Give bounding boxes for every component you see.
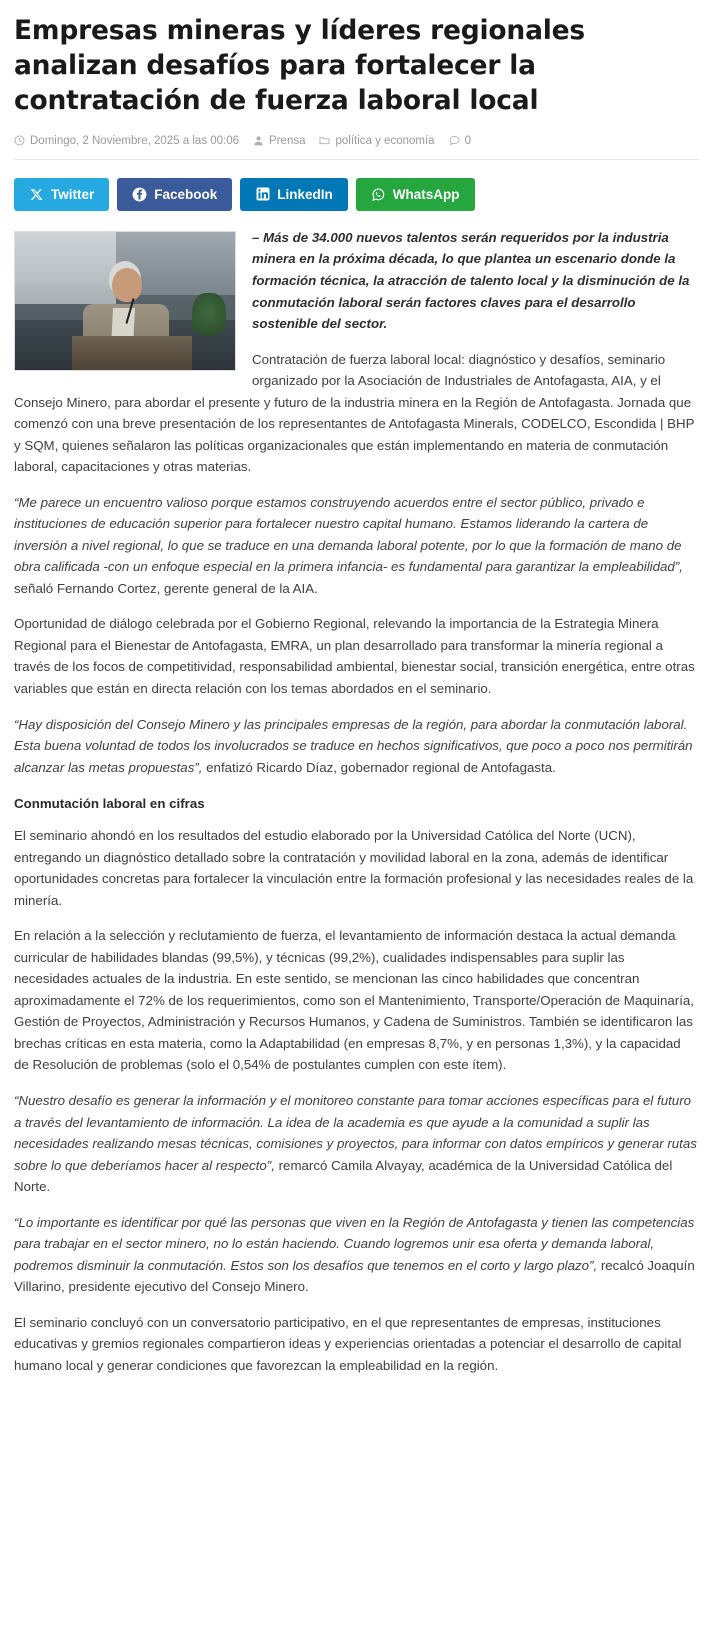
user-icon [253, 135, 264, 146]
quote-alvayay-text: “Nuestro desafío es generar la información y el monitoreo constante para tomar acciones específicas para el futuro a través del levantamiento de información. La idea de la academia es que ayude a la comunidad a suplir las necesidades realizando mesas técnicas, comisiones y proyectos, para informar con datos empíricos y generar rutas sobre lo que deberíamos hacer al respecto”, [14, 1092, 697, 1173]
meta-category-label: política y economía [335, 134, 435, 147]
facebook-icon [132, 187, 147, 202]
twitter-x-icon [29, 187, 44, 202]
article-meta [14, 135, 699, 160]
article-figure [14, 231, 236, 371]
article-body [14, 227, 699, 1390]
share-linkedin-label: LinkedIn [277, 186, 333, 202]
quote-cortez [14, 492, 699, 600]
quote-alvayay [14, 1090, 699, 1198]
paragraph-1: Contratación de fuerza laboral local: diagnóstico y desafíos, seminario organizado por la Asociación de Industriales de Antofagasta, AIA, y el Consejo Minero, para abordar el presente y futuro de la industria minera en la Región de Antofagasta. Jornada que comenzó con una breve presentación de los representantes de Antofagasta Minerals, CODELCO, Escondida | BHP y SQM, quienes señalaron las políticas organizacionales que están implementando en materia de conmutación laboral, capacitaciones y otras materias. [14, 351, 695, 475]
paragraph-3: Oportunidad de diálogo celebrada por el Gobierno Regional, relevando la importancia de la Estrategia Minera Regional para el Bienestar de Antofagasta, EMRA, un plan desarrollado para transformar la minería regional a través de los focos de competitividad, responsabilidad ambiental, bienestar social, transición energética, entre otras variables que están en directa relación con los temas abordados en el seminario. [14, 616, 695, 696]
lead-paragraph: – Más de 34.000 nuevos talentos serán requeridos por la industria minera en la próxima década, lo que plantea un escenario donde la formación técnica, la atracción de talento local y la disminución de la conmutación laboral serán factores claves para el desarrollo sostenible del sector. [252, 229, 690, 332]
share-linkedin-button[interactable] [240, 178, 348, 211]
whatsapp-icon [371, 187, 386, 202]
share-buttons [14, 178, 699, 211]
folder-icon [319, 135, 330, 146]
linkedin-icon [255, 187, 270, 202]
quote-cortez-text: “Me parece un encuentro valioso porque estamos construyendo acuerdos entre el sector público, privado e instituciones de educación superior para fortalecer nuestro capital humano. Estamos liderando la cartera de inversión a nivel regional, lo que se traduce en una demanda laboral potente, por lo que la formación de mano de obra calificada -con un enfoque especial en la primera infancia- es fundamental para garantizar la empleabilidad”, [14, 494, 683, 575]
paragraph-5: El seminario ahondó en los resultados del estudio elaborado por la Universidad Católica del Norte (UCN), entregando un diagnóstico detallado sobre la contratación y movilidad laboral en la zona, además de identificar oportunidades concretas para fortalecer la vinculación entre la formación profesional y las necesidades reales de la minería. [14, 828, 694, 908]
share-facebook-label: Facebook [154, 186, 218, 202]
meta-author[interactable] [253, 135, 305, 147]
meta-comments[interactable] [449, 135, 471, 147]
quote-villarino [14, 1212, 699, 1298]
meta-comments-count: 0 [464, 134, 471, 147]
share-twitter-label: Twitter [51, 186, 95, 202]
share-whatsapp-label: WhatsApp [392, 186, 460, 202]
meta-author-label: Prensa [269, 134, 306, 147]
clock-icon [14, 135, 25, 146]
article-photo [14, 231, 236, 371]
quote-diaz-attribution: enfatizó Ricardo Díaz, gobernador regional de Antofagasta. [202, 759, 556, 775]
meta-date [14, 135, 239, 147]
share-twitter-button[interactable] [14, 178, 109, 211]
quote-alvayay-attribution: remarcó Camila Alvayay, académica de la Universidad Católica del Norte. [14, 1157, 673, 1195]
quote-cortez-attribution: señaló Fernando Cortez, gerente general de la AIA. [14, 580, 318, 596]
paragraph-6: En relación a la selección y reclutamiento de fuerza, el levantamiento de información destaca la actual demanda curricular de habilidades blandas (99,5%), y técnicas (99,2%), cualidades indispensables para suplir las necesidades actuales de la industria. En este sentido, se mencionan las cinco habilidades que concentran aproximadamente el 72% de los requerimientos, como son el Mantenimiento, Transporte/Operación de Maquinaría, Gestión de Proyectos, Administración y Recursos Humanos, y Cadena de Suministros. También se identificaron las brechas críticas en esta materia, como la Adaptabilidad (en empresas 8,7%, y en personas 1,3%), y la capacidad de Resolución de problemas (solo el 0,54% de postulantes cumplen con este ítem). [14, 928, 694, 1073]
quote-diaz [14, 714, 699, 779]
share-facebook-button[interactable] [117, 178, 232, 211]
section-subheading: Conmutación laboral en cifras [14, 796, 205, 812]
meta-category[interactable] [319, 135, 434, 147]
quote-villarino-attribution: recalcó Joaquín Villarino, presidente ejecutivo del Consejo Minero. [14, 1257, 695, 1295]
share-whatsapp-button[interactable] [356, 178, 475, 211]
quote-villarino-text: “Lo importante es identificar por qué las personas que viven en la Región de Antofagasta y tienen las competencias para trabajar en el sector minero, no lo están haciendo. Cuando logremos unir esa oferta y demanda laboral, podremos disminuir la conmutación. Estos son los desafíos que tenemos en el corto y largo plazo”, [14, 1214, 695, 1273]
page-title: Empresas mineras y líderes regionales analizan desafíos para fortalecer la contratación de fuerza laboral local [14, 15, 585, 116]
meta-date-label: Domingo, 2 Noviembre, 2025 a las 00:06 [30, 134, 240, 147]
comment-icon [449, 135, 460, 146]
paragraph-9: El seminario concluyó con un conversatorio participativo, en el que representantes de empresas, instituciones educativas y gremios regionales compartieron ideas y experiencias orientadas a potenciar el desarrollo de capital humano local y generar condiciones que favorezcan la empleabilidad en la región. [14, 1314, 682, 1373]
quote-diaz-text: “Hay disposición del Consejo Minero y las principales empresas de la región, para abordar la conmutación laboral. Esta buena voluntad de todos los involucrados se traduce en hechos significativos, que poco a poco nos permitirán alcanzar las metas propuestas”, [14, 716, 693, 775]
